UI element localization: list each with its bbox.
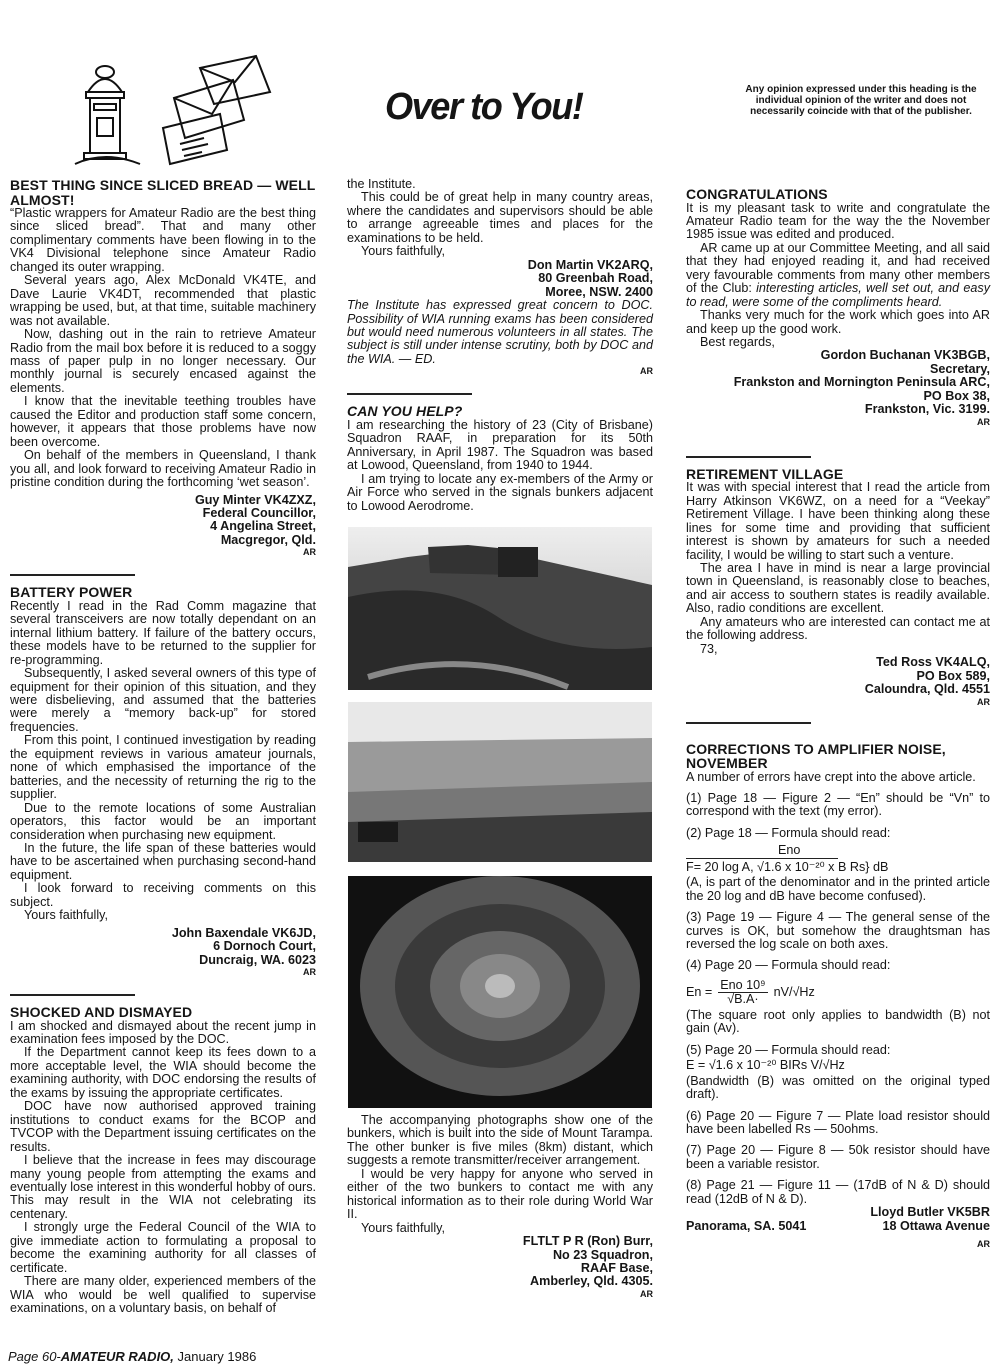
paragraph: It is my pleasant task to write and congratulate the Amateur Radio team for the way the the November 1985 issue was edited and produced. [686, 200, 990, 242]
ar-mark: AR [303, 967, 316, 978]
signature-line: 80 Greenbah Road, [538, 271, 653, 286]
paragraph: Recently I read in the Rad Comm magazine that several transceivers are now totally dependant on an internal lithium battery. If failure of the battery occurs, these models have to be returned to the supplier for re-programming. [10, 598, 316, 667]
issue-date: January 1986 [173, 1349, 257, 1364]
paragraph: (6) Page 20 — Figure 7 — Plate load resistor should have been labelled Rs — 50ohms. [686, 1108, 990, 1137]
fraction [718, 979, 767, 1007]
signature-line: Don Martin VK2ARQ, [527, 257, 653, 272]
heading-corrections: CORRECTIONS TO AMPLIFIER NOISE, NOVEMBER [686, 740, 946, 771]
signature-line: Duncraig, WA. 6023 [199, 952, 316, 967]
paragraph: Several years ago, Alex McDonald VK4TE, and Dave Laurie VK4DT, recommended that plastic wrapping be used, but, at that time, suitable machinery was not available. [10, 273, 316, 328]
editor-note: The Institute has expressed great concern to DOC. Possibility of WIA running exams has been considered but would need numerous volunteers in all states. The subject is still under intense scrutiny, both by DOC and the WIA. — ED. [347, 298, 653, 366]
formula [686, 979, 990, 1007]
paragraph: The accompanying photographs show one of the bunkers, which is built into the side of Mount Tarampa. The other bunker is five miles (8km) distant, which suggests a remote transmitter/receiver arrangement. [347, 1113, 653, 1168]
ar-mark: AR [977, 696, 990, 707]
signature-line: PO Box 589, [916, 668, 990, 683]
signature-line: Ted Ross VK4ALQ, [876, 655, 990, 670]
text-run: AR came up at our Committee Meeting, and all said that they had enjoyed reading it, and had received very favourable comments from many other members of the Club: [686, 240, 990, 296]
ar-mark: AR [977, 416, 990, 427]
column-2 [347, 178, 653, 1300]
signature-line: Federal Councillor, [202, 505, 316, 520]
heading-retirement-village: RETIREMENT VILLAGE [686, 465, 844, 482]
signature-line: FLTLT P R (Ron) Burr, [522, 1234, 653, 1249]
paragraph: Yours faithfully, [361, 244, 446, 259]
paragraph: Subsequently, I asked several owners of this type of equipment for their opinion of this situation, and they were disbelieving, and assumed that the batteries were merely a “memory back-up” for stored frequencies. [10, 666, 316, 734]
paragraph: (5) Page 20 — Formula should read: [686, 1042, 891, 1057]
bunker-photo-landscape [348, 702, 652, 862]
bunker-photo-interior [348, 876, 652, 1108]
paragraph: From this point, I continued investigation by reading the equipment reviews in various amateur journals, none of which emphasised the importance of the batteries, and the necessity of returning the rig to the supplier. [10, 733, 316, 802]
signature-line: Amberley, Qld. 4305. [530, 1274, 653, 1289]
formula: F= 20 log A, √1.6 x 10⁻²⁰ x B Rs} dB [686, 859, 889, 874]
formula-unit: nV/√Hz [773, 985, 815, 1000]
heading-battery-power: BATTERY POWER [10, 584, 133, 601]
page-number: Page 60- [8, 1349, 61, 1364]
signature-line: Lloyd Butler VK5BR [870, 1205, 990, 1220]
column-1 [10, 178, 316, 1316]
signature-line: 4 Angelina Street, [210, 519, 316, 534]
formula-denominator: √B.A· [727, 992, 759, 1007]
paragraph [686, 242, 990, 309]
divider [10, 994, 135, 996]
signature-block [686, 1220, 990, 1233]
formula: E = √1.6 x 10⁻²⁰ BIRs V/√Hz [686, 1058, 845, 1073]
paragraph: DOC have now authorised approved training institutions to conduct exams for the BCOP and TVCOP with the Department issuing certificates on the results. [10, 1099, 316, 1154]
paragraph: Best regards, [700, 335, 775, 350]
signature-line: Frankston, Vic. 3199. [864, 402, 990, 417]
bunker-photo-hillside [348, 527, 652, 690]
divider [686, 722, 811, 724]
ar-mark: AR [640, 366, 653, 377]
paragraph: (3) Page 19 — Figure 4 — The general sense of the curves is OK, but somehow the draughtsman has reversed the log scale on both axes. [686, 910, 990, 952]
paragraph: (The square root only applies to bandwidth (B) not gain (Av). [686, 1007, 990, 1036]
paragraph: The area I have in mind is near a large provincial town in Queensland, is reasonably close to beaches, and air access to southern states is readily available. Also, radio conditions are excellent. [686, 560, 990, 616]
paragraph: (Bandwidth (B) was omitted on the original typed draft). [686, 1073, 990, 1102]
signature-line: Macgregor, Qld. [220, 532, 316, 547]
paragraph: the Institute. [347, 177, 416, 191]
disclaimer: Any opinion expressed under this heading is the individual opinion of the writer and does not necessarily coincide with that of the publisher. [745, 84, 977, 118]
paragraph: This could be of great help in many country areas, where the candidates and supervisors should be able to arrange agreeable times and places for the examinations to be held. [347, 190, 653, 245]
paragraph: Yours faithfully, [24, 908, 109, 923]
paragraph: Due to the remote locations of some Australian operators, this factor would be an important consideration when purchasing new equipment. [10, 800, 316, 842]
paragraph: If the Department cannot keep its fees down to a more acceptable level, the WIA should become the examining authority, with DOC endorsing the results of the exams by issuing the appropriate certificates. [10, 1045, 316, 1100]
paragraph: Any amateurs who are interested can contact me at the following address. [686, 614, 990, 643]
ar-mark: AR [640, 1288, 653, 1299]
signature-line: RAAF Base, [580, 1261, 653, 1275]
column-3 [686, 187, 990, 1250]
signature-line: 18 Ottawa Avenue [882, 1218, 990, 1233]
paragraph: Thanks very much for the work which goes into AR and keep up the good work. [686, 308, 990, 336]
paragraph: Yours faithfully, [361, 1220, 446, 1235]
paragraph: I strongly urge the Federal Council of the WIA to give immediate action to formulating a proposal to become the examining authority for all classes of certificate. [10, 1220, 316, 1275]
paragraph: I am trying to locate any ex-members of the Army or Air Force who served in the signals bunkers adjacent to Lowood Aerodrome. [347, 471, 653, 513]
formula-lhs: En = [686, 985, 713, 1000]
page-title: Over to You! [385, 86, 583, 128]
paragraph: 73, [700, 641, 718, 656]
paragraph: A number of errors have crept into the above article. [686, 769, 976, 784]
signature-line: Gordon Buchanan VK3BGB, [820, 348, 990, 363]
page-footer [8, 1349, 256, 1364]
divider [686, 456, 811, 458]
formula-numerator: Eno 10⁹ [720, 977, 766, 992]
text-run: interesting articles, well set out, and easy to read, were some of the compliments heard. [686, 281, 990, 309]
signature-line: No 23 Squadron, [552, 1247, 653, 1262]
paragraph: In the future, the life span of these batteries would have to be ascertained when purchasing second-hand equipment. [10, 840, 316, 882]
paragraph: I know that the inevitable teething troubles have caused the Editor and production staff some concern, however, it appears that those problems have now been overcome. [10, 394, 316, 449]
signature-line: Guy Minter VK4ZXZ, [194, 492, 316, 507]
paragraph: (7) Page 20 — Figure 8 — 50k resistor should have been a variable resistor. [686, 1143, 990, 1171]
paragraph: I would be very happy for anyone who served in either of the two bunkers to contact me with any historical information as to their role during World War II. [347, 1166, 653, 1222]
paragraph: There are many older, experienced members of the WIA who would be well qualified to supervise examinations, on a voluntary basis, on behalf of [10, 1274, 316, 1316]
signature-line: Caloundra, Qld. 4551 [864, 682, 990, 697]
paragraph: I believe that the increase in fees may discourage many young people from attempting the exams and eventually lose interest in this wonderful hobby of ours. This may result in the WIA not celebrating its centenary. [10, 1153, 316, 1221]
postbox-letters-illustration [70, 52, 325, 177]
signature-line: Secretary, [930, 361, 990, 376]
heading-sliced-bread: BEST THING SINCE SLICED BREAD — WELL ALMOST! [10, 177, 316, 208]
ar-mark: AR [303, 547, 316, 558]
formula-numerator: Eno [686, 844, 838, 858]
paragraph: I am shocked and dismayed about the recent jump in examination fees imposed by the DOC. [10, 1018, 316, 1047]
heading-can-you-help: CAN YOU HELP? [347, 403, 463, 420]
divider [347, 393, 472, 395]
signature-line: John Baxendale VK6JD, [171, 925, 316, 940]
paragraph: It was with special interest that I read the article from Harry Atkinson VK6WZ, on a need for a “Veekay” Retirement Village. I have been thinking along these lines for some time and providing that sufficient interest is shown by amateurs for such a needed facility, I would be willing to start such a venture. [686, 480, 990, 562]
signature-line: Panorama, SA. 5041 [686, 1218, 807, 1233]
heading-congratulations: CONGRATULATIONS [686, 186, 828, 202]
paragraph: “Plastic wrappers for Amateur Radio are the best thing since sliced bread”. That and many other complimentary comments have been flowing in to the VK4 Divisional telephone since Amateur Radio changed its outer wrapping. [10, 206, 316, 274]
paragraph: I am researching the history of 23 (City of Brisbane) Squadron RAAF, in preparation for its 50th Anniversary, in April 1987. The Squadron was based at Lowood, Queensland, from 1940 to 1944. [347, 417, 653, 473]
paragraph: (4) Page 20 — Formula should read: [686, 958, 891, 973]
signature-line: Frankston and Mornington Peninsula ARC, [733, 375, 990, 390]
paragraph: (2) Page 18 — Formula should read: [686, 825, 891, 840]
paragraph: On behalf of the members in Queensland, I thank you all, and look forward to receiving Amateur Radio in pristine condition during the forthcoming ‘wet season’. [10, 448, 316, 490]
paragraph: I look forward to receiving comments on this subject. [10, 881, 316, 909]
heading-shocked-dismayed: SHOCKED AND DISMAYED [10, 1004, 193, 1021]
paragraph: (A, is part of the denominator and in the printed article the 20 log and dB have become confused). [686, 875, 990, 903]
signature-line: PO Box 38, [923, 388, 990, 403]
signature-line: 6 Dornoch Court, [213, 939, 316, 954]
divider [10, 574, 135, 576]
magazine-name: AMATEUR RADIO, [60, 1349, 174, 1364]
signature-line: Moree, NSW. 2400 [545, 284, 653, 299]
paragraph: Now, dashing out in the rain to retrieve Amateur Radio from the mail box before it is reduced to a soggy mass of paper pulp in no longer necessary. Our monthly journal is securely encased against the elements. [10, 327, 316, 395]
paragraph: (1) Page 18 — Figure 2 — “En” should be “Vn” to correspond with the text (my error). [686, 790, 990, 819]
ar-mark: AR [977, 1239, 990, 1250]
paragraph: (8) Page 21 — Figure 11 — (17dB of N & D) should read (12dB of N & D). [686, 1178, 990, 1206]
